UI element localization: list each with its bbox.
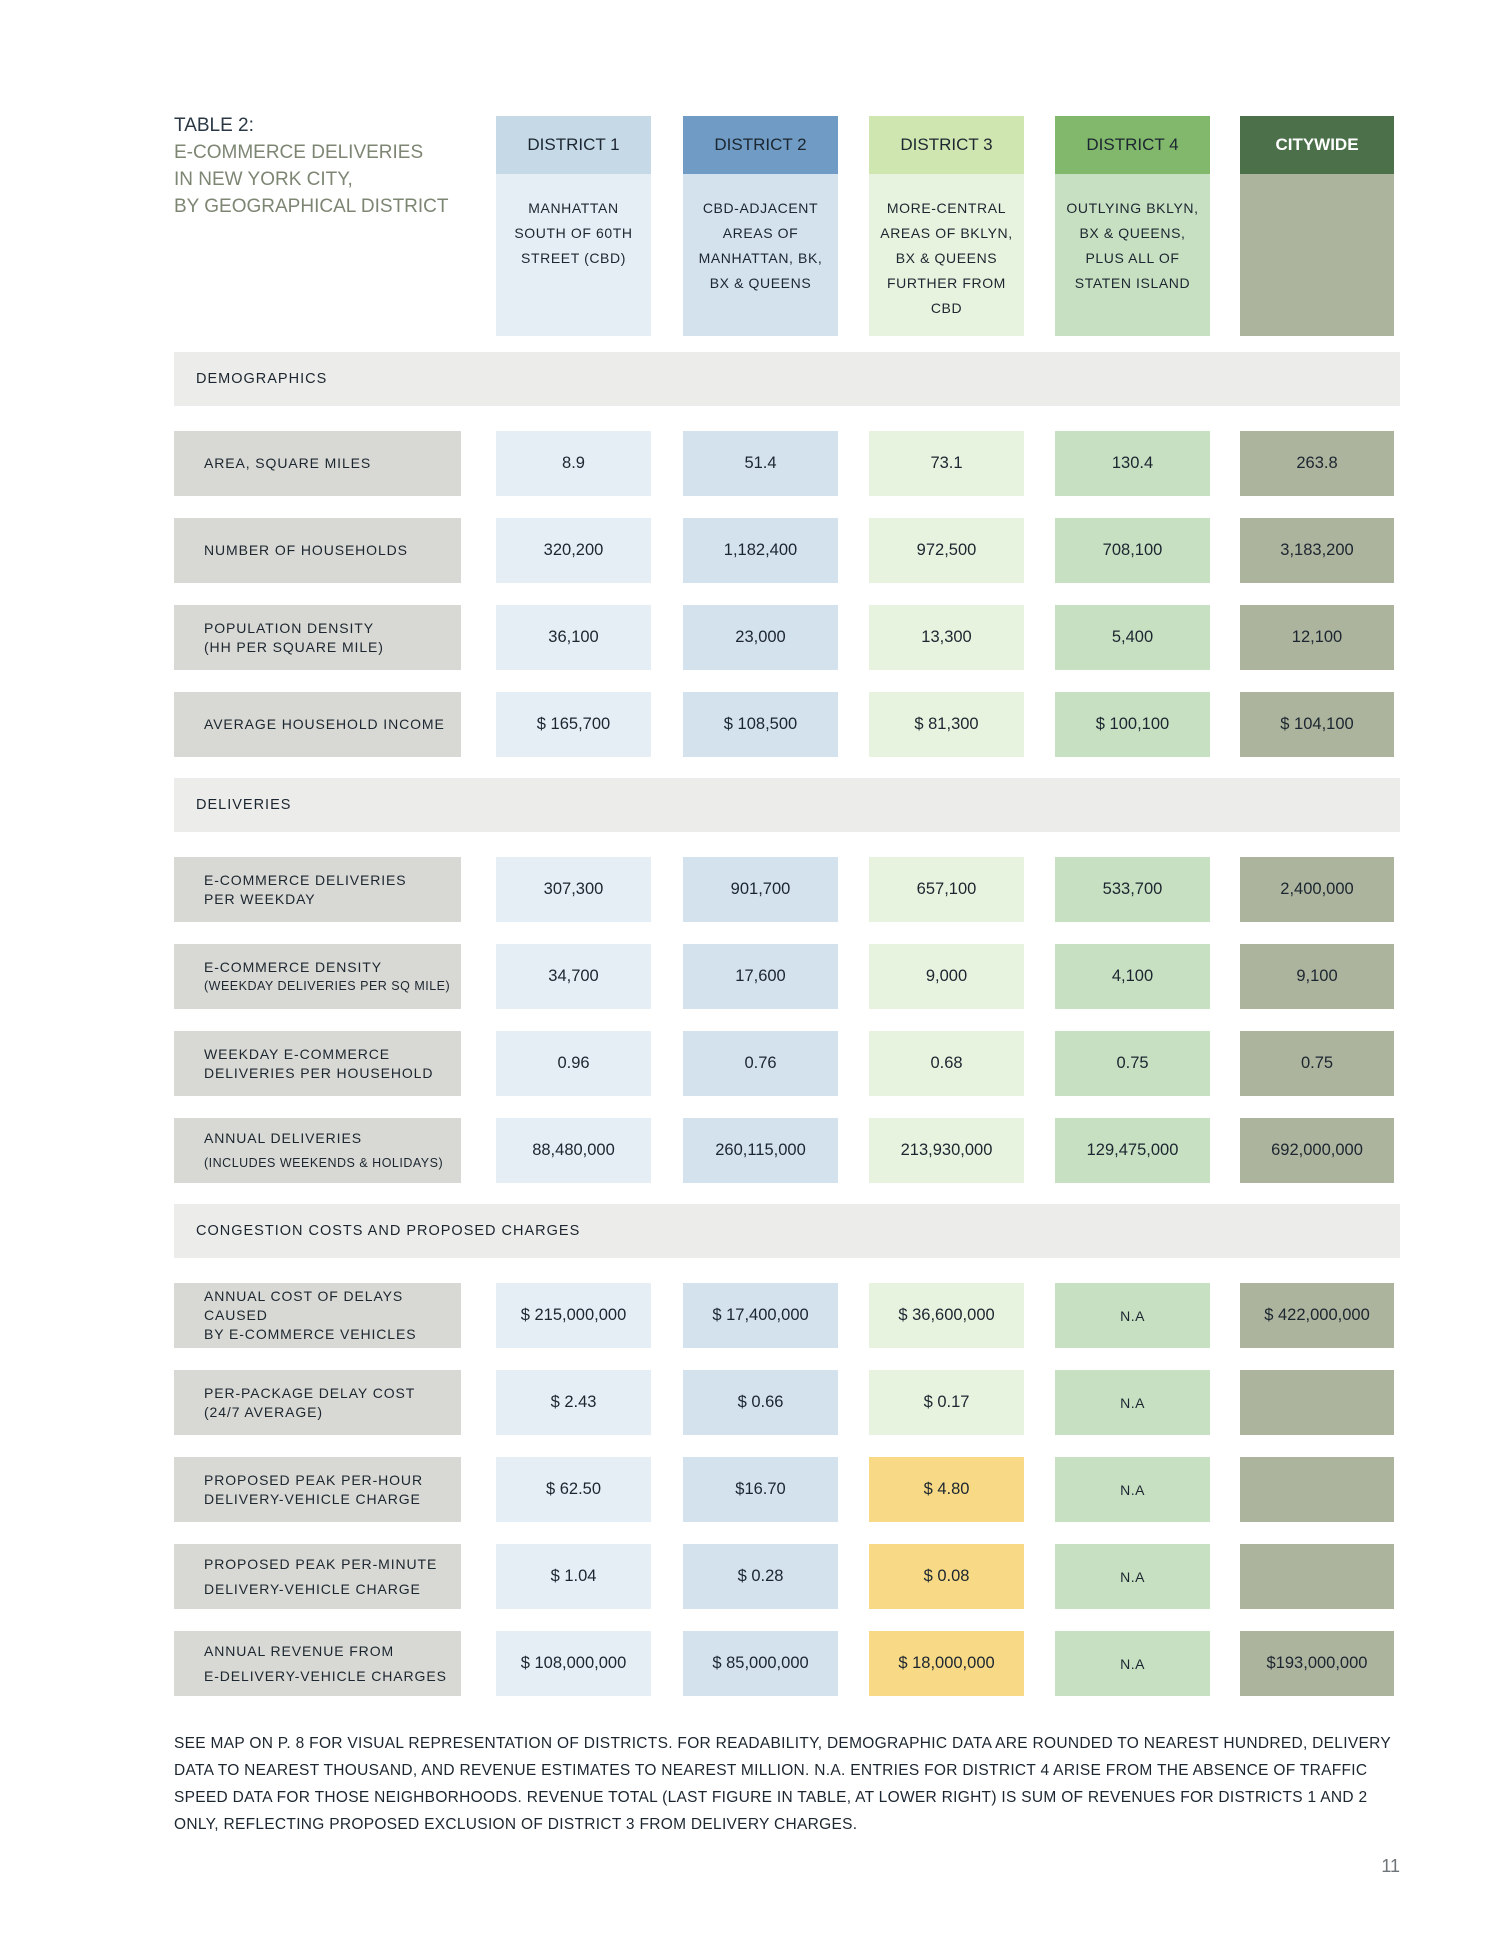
row-label-deliveries-per-household: WEEKDAY E-COMMERCE DELIVERIES PER HOUSEHOLD <box>174 1031 461 1096</box>
table-cell: 130.4 <box>1055 431 1210 496</box>
row-label-area: AREA, SQUARE MILES <box>174 431 461 496</box>
table-cell: 0.76 <box>683 1031 838 1096</box>
table-cell: $ 100,100 <box>1055 692 1210 757</box>
table-cell <box>1240 1457 1394 1522</box>
table-cell: 17,600 <box>683 944 838 1009</box>
table-cell: $ 36,600,000 <box>869 1283 1024 1348</box>
section-deliveries: DELIVERIES <box>174 778 1400 832</box>
footnote: SEE MAP ON P. 8 FOR VISUAL REPRESENTATION OF DISTRICTS. FOR READABILITY, DEMOGRAPHIC DATA ARE ROUNDED TO NEAREST HUNDRED, DELIVERY DATA TO NEAREST THOUSAND, AND REVENUE ESTIMATES TO NEAREST MILLION. N.A. ENTRIES FOR DISTRICT 4 ARISE FROM THE ABSENCE OF TRAFFIC SPEED DATA FOR THOSE NEIGHBORHOODS. REVENUE TOTAL (LAST FIGURE IN TABLE, AT LOWER RIGHT) IS SUM OF REVENUES FOR DISTRICTS 1 AND 2 ONLY, REFLECTING PROPOSED EXCLUSION OF DISTRICT 3 FROM DELIVERY CHARGES. <box>174 1735 1391 1833</box>
table-cell: $ 422,000,000 <box>1240 1283 1394 1348</box>
table-cell: 5,400 <box>1055 605 1210 670</box>
table-cell: $ 0.66 <box>683 1370 838 1435</box>
table-cell: 533,700 <box>1055 857 1210 922</box>
table-cell: 9,000 <box>869 944 1024 1009</box>
table-cell: 23,000 <box>683 605 838 670</box>
table-cell <box>1240 1544 1394 1609</box>
table-cell: N.A <box>1055 1283 1210 1348</box>
table-number: TABLE 2: <box>174 115 254 136</box>
section-congestion-costs: CONGESTION COSTS AND PROPOSED CHARGES <box>174 1204 1400 1258</box>
district-1-header: DISTRICT 1 <box>496 116 651 174</box>
table-cell: 320,200 <box>496 518 651 583</box>
table-cell: 2,400,000 <box>1240 857 1394 922</box>
table-title-line: IN NEW YORK CITY, <box>174 169 353 190</box>
table-cell: $ 215,000,000 <box>496 1283 651 1348</box>
table-cell: $ 81,300 <box>869 692 1024 757</box>
table-cell: $ 0.17 <box>869 1370 1024 1435</box>
table-cell: 307,300 <box>496 857 651 922</box>
table-cell: 4,100 <box>1055 944 1210 1009</box>
district-2-header: DISTRICT 2 <box>683 116 838 174</box>
table-cell: 88,480,000 <box>496 1118 651 1183</box>
table-cell: 13,300 <box>869 605 1024 670</box>
table-cell: $ 62.50 <box>496 1457 651 1522</box>
table-cell: $ 104,100 <box>1240 692 1394 757</box>
table-cell: $ 0.28 <box>683 1544 838 1609</box>
table-cell: 901,700 <box>683 857 838 922</box>
row-label-per-hour-charge: PROPOSED PEAK PER-HOUR DELIVERY-VEHICLE CHARGE <box>174 1457 461 1522</box>
table-cell: 1,182,400 <box>683 518 838 583</box>
table-cell-highlighted: $ 18,000,000 <box>869 1631 1024 1696</box>
row-label-annual-delay-cost: ANNUAL COST OF DELAYS CAUSED BY E-COMMERCE VEHICLES <box>174 1283 461 1348</box>
table-cell: 0.75 <box>1240 1031 1394 1096</box>
table-cell: 0.68 <box>869 1031 1024 1096</box>
table-cell: N.A <box>1055 1631 1210 1696</box>
table-cell: $ 17,400,000 <box>683 1283 838 1348</box>
table-cell: 708,100 <box>1055 518 1210 583</box>
table-cell: $193,000,000 <box>1240 1631 1394 1696</box>
table-title-line: E-COMMERCE DELIVERIES <box>174 142 424 163</box>
table-cell: $ 165,700 <box>496 692 651 757</box>
district-2-description: CBD-ADJACENT AREAS OF MANHATTAN, BK, BX & QUEENS <box>683 174 838 336</box>
row-label-households: NUMBER OF HOUSEHOLDS <box>174 518 461 583</box>
table-cell: 0.75 <box>1055 1031 1210 1096</box>
row-label-per-minute-charge: PROPOSED PEAK PER-MINUTE DELIVERY-VEHICLE CHARGE <box>174 1544 461 1609</box>
row-label-per-package-delay-cost: PER-PACKAGE DELAY COST (24/7 AVERAGE) <box>174 1370 461 1435</box>
citywide-description <box>1240 174 1394 336</box>
table-cell: 657,100 <box>869 857 1024 922</box>
table-cell: 263.8 <box>1240 431 1394 496</box>
table-cell: $ 1.04 <box>496 1544 651 1609</box>
table-cell: 9,100 <box>1240 944 1394 1009</box>
page-number: 11 <box>1381 1856 1400 1876</box>
table-cell: N.A <box>1055 1370 1210 1435</box>
section-demographics: DEMOGRAPHICS <box>174 352 1400 406</box>
citywide-header: CITYWIDE <box>1240 116 1394 174</box>
table-cell: 36,100 <box>496 605 651 670</box>
table-cell-highlighted: $ 0.08 <box>869 1544 1024 1609</box>
table-cell: 3,183,200 <box>1240 518 1394 583</box>
table-title <box>174 112 464 220</box>
table-cell: 129,475,000 <box>1055 1118 1210 1183</box>
table-cell: 51.4 <box>683 431 838 496</box>
district-4-header: DISTRICT 4 <box>1055 116 1210 174</box>
row-label-population-density: POPULATION DENSITY (HH PER SQUARE MILE) <box>174 605 461 670</box>
table-cell: $ 2.43 <box>496 1370 651 1435</box>
district-4-description: OUTLYING BKLYN, BX & QUEENS, PLUS ALL OF STATEN ISLAND <box>1055 174 1210 336</box>
table-cell: 260,115,000 <box>683 1118 838 1183</box>
table-cell: 8.9 <box>496 431 651 496</box>
table-cell: 73.1 <box>869 431 1024 496</box>
district-3-description: MORE-CENTRAL AREAS OF BKLYN, BX & QUEENS FURTHER FROM CBD <box>869 174 1024 336</box>
row-label-deliveries-per-weekday: E-COMMERCE DELIVERIES PER WEEKDAY <box>174 857 461 922</box>
table-cell: $ 85,000,000 <box>683 1631 838 1696</box>
row-label-annual-revenue: ANNUAL REVENUE FROM E-DELIVERY-VEHICLE CHARGES <box>174 1631 461 1696</box>
row-label-ecommerce-density: E-COMMERCE DENSITY (WEEKDAY DELIVERIES PER SQ MILE) <box>174 944 461 1009</box>
table-cell: N.A <box>1055 1544 1210 1609</box>
table-title-line: BY GEOGRAPHICAL DISTRICT <box>174 196 449 217</box>
table-cell: 0.96 <box>496 1031 651 1096</box>
table-cell: N.A <box>1055 1457 1210 1522</box>
district-1-description: MANHATTAN SOUTH OF 60TH STREET (CBD) <box>496 174 651 336</box>
district-3-header: DISTRICT 3 <box>869 116 1024 174</box>
table-cell: 692,000,000 <box>1240 1118 1394 1183</box>
table-cell-highlighted: $ 4.80 <box>869 1457 1024 1522</box>
table-cell: 12,100 <box>1240 605 1394 670</box>
table-cell: $16.70 <box>683 1457 838 1522</box>
table-cell: 213,930,000 <box>869 1118 1024 1183</box>
table-cell: 972,500 <box>869 518 1024 583</box>
table-cell: 34,700 <box>496 944 651 1009</box>
table-cell <box>1240 1370 1394 1435</box>
table-cell: $ 108,500 <box>683 692 838 757</box>
row-label-annual-deliveries: ANNUAL DELIVERIES (INCLUDES WEEKENDS & HOLIDAYS) <box>174 1118 461 1183</box>
row-label-income: AVERAGE HOUSEHOLD INCOME <box>174 692 461 757</box>
table-cell: $ 108,000,000 <box>496 1631 651 1696</box>
